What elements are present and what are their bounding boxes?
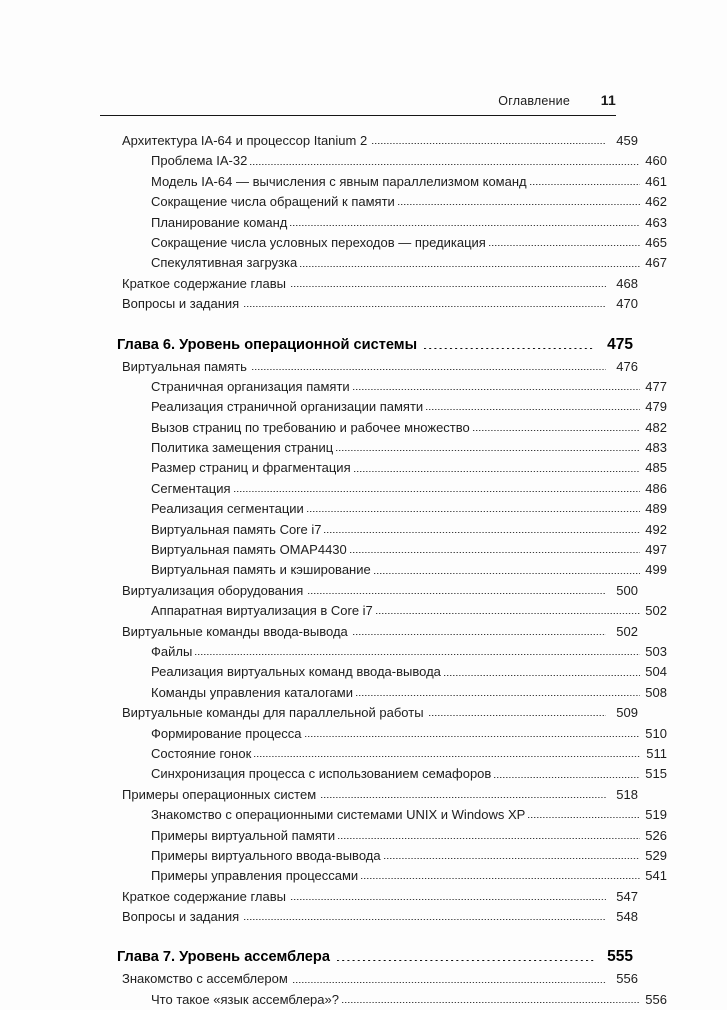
toc-entry-row[interactable] — [100, 990, 667, 1010]
toc-entry-row[interactable] — [100, 377, 667, 397]
toc-entry-row[interactable] — [100, 294, 638, 314]
toc-entry-label: Вопросы и задания — [122, 296, 240, 312]
toc-entry-row[interactable] — [100, 499, 667, 519]
toc-entry-page-number: 463 — [645, 214, 667, 230]
toc-entry-row[interactable] — [100, 764, 667, 784]
toc-entry-row[interactable] — [100, 253, 667, 273]
toc-entry-page-number: 503 — [645, 643, 667, 659]
dot-leader — [250, 164, 640, 165]
toc-entry-row[interactable] — [100, 969, 638, 989]
dot-leader — [290, 225, 640, 226]
dot-leader — [308, 593, 606, 594]
toc-entry-row[interactable] — [100, 805, 667, 825]
dot-leader — [354, 471, 640, 472]
toc-entry-label: Архитектура IA-64 и процессор Itanium 2 — [122, 133, 368, 148]
toc-entry-row[interactable] — [100, 866, 667, 886]
dot-leader — [424, 348, 595, 349]
toc-entry-row[interactable] — [100, 601, 667, 621]
toc-entry-label: Команды управления каталогами — [151, 684, 354, 700]
dot-leader — [305, 736, 640, 737]
toc-entry-page-number: 489 — [645, 501, 667, 517]
toc-entry-label: Политика замещения страниц — [151, 440, 334, 456]
dot-leader — [244, 919, 606, 920]
toc-entry-page-number: 515 — [645, 766, 667, 782]
toc-entry-page-number: 461 — [645, 173, 667, 189]
toc-entry-label: Виртуальная память — [122, 358, 247, 374]
toc-entry-label: Виртуальные команды ввода-вывода — [122, 623, 348, 639]
dot-leader — [300, 266, 640, 267]
dot-leader — [350, 552, 640, 553]
toc-entry-row[interactable] — [100, 683, 667, 703]
toc-entry-page-number: 556 — [616, 971, 638, 987]
toc-entry-page-number: 548 — [616, 909, 638, 925]
dot-leader — [337, 960, 595, 961]
dot-leader — [293, 982, 606, 983]
toc-entry-row[interactable] — [100, 581, 638, 601]
dot-leader — [307, 511, 640, 512]
toc-entry-page-number: 476 — [616, 358, 638, 374]
toc-entry-page-number: 526 — [645, 827, 667, 843]
toc-entry-row[interactable] — [100, 887, 638, 907]
toc-entry-label: Модель IA-64 — вычисления с явным параллелизмом команд — [151, 173, 527, 189]
toc-entry-page-number: 485 — [645, 460, 667, 476]
toc-entry-label: Виртуальная память и кэширование — [151, 562, 371, 578]
dot-leader — [254, 756, 640, 757]
toc-entry-row[interactable] — [100, 131, 638, 151]
running-head — [100, 92, 616, 108]
toc-entry-row[interactable] — [100, 479, 667, 499]
toc-entry-row[interactable] — [100, 213, 667, 233]
toc-entry-row[interactable] — [100, 151, 667, 171]
dot-leader — [429, 715, 606, 716]
dot-leader — [353, 389, 640, 390]
toc-entry-row[interactable] — [100, 357, 638, 377]
toc-entry-row[interactable] — [100, 662, 667, 682]
toc-entry-label: Файлы — [151, 643, 193, 659]
dot-leader — [398, 204, 640, 205]
dot-leader — [324, 532, 640, 533]
toc-entry-row[interactable] — [100, 744, 667, 764]
toc-entry-label: Краткое содержание главы — [122, 275, 286, 291]
dot-leader — [336, 450, 640, 451]
toc-entry-page-number: 511 — [646, 745, 667, 761]
toc-entry-label: Примеры операционных систем — [122, 786, 317, 802]
dot-leader — [321, 797, 606, 798]
toc-entry-page-number: 470 — [616, 296, 638, 312]
toc-entry-page-number: 497 — [645, 542, 667, 558]
toc-entry-label: Вызов страниц по требованию и рабочее множество — [151, 419, 470, 435]
toc-entry-row[interactable] — [100, 724, 667, 744]
toc-entry-label: Спекулятивная загрузка — [151, 255, 298, 271]
dot-leader — [356, 695, 640, 696]
dot-leader — [528, 817, 640, 818]
toc-entry-row[interactable] — [100, 520, 667, 540]
dot-leader — [372, 143, 606, 144]
toc-entry-label: Краткое содержание главы — [122, 888, 286, 904]
toc-entry-row[interactable] — [100, 826, 667, 846]
toc-entry-label: Виртуальная память Core i7 — [151, 521, 322, 537]
toc-entry-page-number: 504 — [645, 664, 667, 680]
toc-entry-row[interactable] — [100, 172, 667, 192]
toc-entry-row[interactable] — [100, 458, 667, 478]
dot-leader — [376, 613, 640, 614]
dot-leader — [338, 838, 640, 839]
toc-entry-row[interactable] — [100, 907, 638, 927]
toc-entry-page-number: 467 — [645, 255, 667, 271]
toc-entry-label: Размер страниц и фрагментация — [151, 460, 351, 476]
toc-entry-label: Знакомство с операционными системами UNIX и Windows XP — [151, 807, 526, 823]
toc-entry-page-number: 477 — [645, 378, 667, 394]
toc-entry-row[interactable] — [100, 274, 638, 294]
toc-entry-row[interactable] — [100, 233, 667, 253]
toc-entry-label: Реализация страничной организации памяти — [151, 399, 424, 415]
toc-entry-page-number: 475 — [607, 335, 633, 353]
toc-entry-label: Примеры управления процессами — [151, 868, 359, 884]
toc-entry-label: Знакомство с ассемблером — [122, 971, 288, 987]
toc-entry-page-number: 465 — [645, 234, 667, 250]
toc-entry-page-number: 529 — [645, 847, 667, 863]
toc-entry-row[interactable] — [100, 540, 667, 560]
toc-entry-page-number: 502 — [645, 603, 667, 619]
toc-entry-page-number: 508 — [645, 684, 667, 700]
toc-entry-row[interactable] — [100, 397, 667, 417]
dot-leader — [291, 286, 606, 287]
dot-leader — [244, 306, 606, 307]
running-head-title: Оглавление — [498, 94, 570, 108]
toc-entry-label: Реализация сегментации — [151, 501, 304, 517]
toc-entry-label: Глава 6. Уровень операционной системы — [117, 336, 418, 353]
toc-entry-row[interactable] — [100, 438, 667, 458]
toc-entry-row[interactable] — [100, 642, 667, 662]
toc-entry-label: Глава 7. Уровень ассемблера — [117, 949, 330, 966]
toc-chapter-row[interactable] — [100, 333, 633, 357]
toc-entry-page-number: 459 — [616, 133, 638, 148]
dot-leader — [384, 858, 640, 859]
toc-entry-label: Вопросы и задания — [122, 909, 240, 925]
toc-entry-row[interactable] — [100, 703, 638, 723]
toc-entry-page-number: 500 — [616, 582, 638, 598]
toc-entry-label: Примеры виртуального ввода-вывода — [151, 847, 381, 863]
toc-entry-row[interactable] — [100, 560, 667, 580]
toc-entry-row[interactable] — [100, 418, 667, 438]
toc-entry-label: Виртуализация оборудования — [122, 582, 304, 598]
toc-chapter-row[interactable] — [100, 945, 633, 969]
dot-leader — [489, 245, 640, 246]
dot-leader — [494, 777, 640, 778]
toc-entry-page-number: 468 — [616, 275, 638, 291]
toc-entry-row[interactable] — [100, 846, 667, 866]
toc-entry-row[interactable] — [100, 785, 638, 805]
toc-entry-page-number: 479 — [645, 399, 667, 415]
page-number: 11 — [600, 92, 616, 108]
toc-entry-label: Проблема IA-32 — [151, 153, 248, 169]
dot-leader — [374, 573, 640, 574]
toc-entry-page-number: 482 — [645, 419, 667, 435]
dot-leader — [444, 675, 640, 676]
toc-entry-label: Сокращение числа обращений к памяти — [151, 194, 395, 210]
toc-entry-page-number: 492 — [645, 521, 667, 537]
toc-entry-row[interactable] — [100, 622, 638, 642]
toc-entry-page-number: 510 — [645, 725, 667, 741]
toc-entry-page-number: 555 — [607, 948, 633, 966]
dot-leader — [473, 430, 640, 431]
toc-entry-row[interactable] — [100, 192, 667, 212]
toc-entry-label: Сегментация — [151, 480, 231, 496]
toc-entry-label: Формирование процесса — [151, 725, 302, 741]
toc-entry-page-number: 518 — [616, 786, 638, 802]
dot-leader — [353, 634, 606, 635]
toc-entry-page-number: 486 — [645, 480, 667, 496]
dot-leader — [361, 878, 640, 879]
toc-entry-label: Реализация виртуальных команд ввода-вывода — [151, 664, 441, 680]
table-of-contents — [100, 131, 667, 1010]
toc-entry-label: Примеры виртуальной памяти — [151, 827, 336, 843]
toc-entry-page-number: 519 — [645, 807, 667, 823]
dot-leader — [530, 184, 640, 185]
toc-entry-page-number: 483 — [645, 440, 667, 456]
toc-entry-label: Страничная организация памяти — [151, 378, 350, 394]
dot-leader — [291, 899, 606, 900]
header-divider — [100, 115, 616, 116]
toc-entry-page-number: 502 — [616, 623, 638, 639]
toc-entry-label: Состояние гонок — [151, 745, 252, 761]
toc-entry-page-number: 462 — [645, 194, 667, 210]
dot-leader — [426, 409, 640, 410]
dot-leader — [252, 369, 606, 370]
toc-entry-page-number: 547 — [616, 888, 638, 904]
toc-entry-label: Виртуальная память OMAP4430 — [151, 542, 347, 558]
toc-entry-page-number: 509 — [616, 705, 638, 721]
toc-entry-label: Что такое «язык ассемблера»? — [151, 991, 339, 1007]
toc-entry-label: Планирование команд — [151, 214, 288, 230]
toc-entry-page-number: 499 — [645, 562, 667, 578]
toc-entry-label: Аппаратная виртуализация в Core i7 — [151, 603, 373, 619]
dot-leader — [234, 491, 641, 492]
toc-entry-label: Сокращение числа условных переходов — предикация — [151, 234, 486, 250]
dot-leader — [195, 654, 640, 655]
toc-entry-page-number: 460 — [645, 153, 667, 169]
toc-entry-label: Синхронизация процесса с использованием семафоров — [151, 766, 492, 782]
toc-entry-label: Виртуальные команды для параллельной работы — [122, 705, 424, 721]
toc-entry-page-number: 556 — [645, 991, 667, 1007]
toc-entry-page-number: 541 — [645, 868, 667, 884]
dot-leader — [342, 1002, 640, 1003]
